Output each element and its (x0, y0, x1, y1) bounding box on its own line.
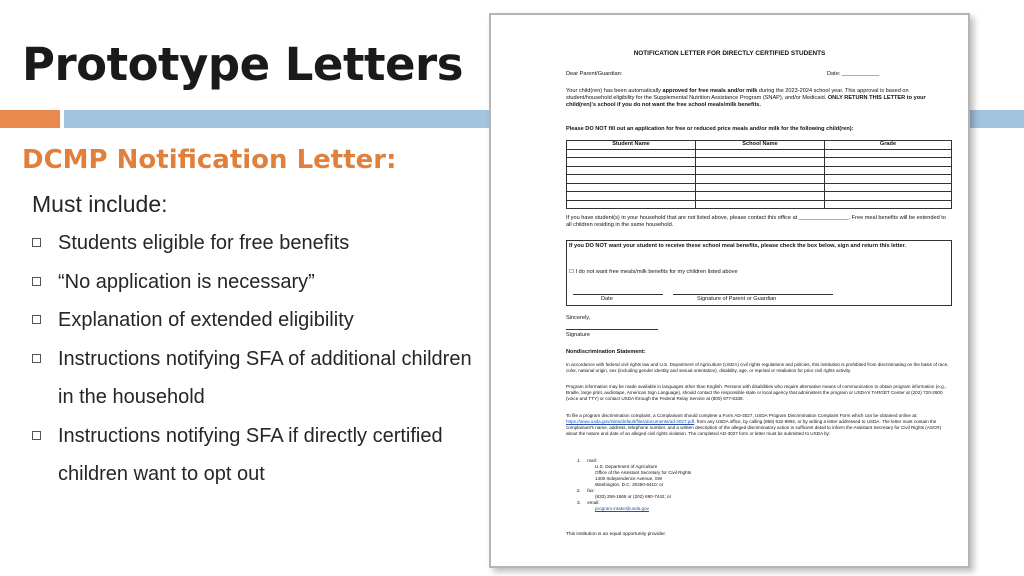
table-cell (567, 183, 696, 192)
opt-out-checkbox: ☐ I do not want free meals/milk benefits for my children listed above (569, 269, 738, 275)
opt-out-box (566, 240, 952, 306)
table-row (567, 183, 952, 192)
square-bullet-icon (32, 277, 41, 286)
date-line (573, 294, 663, 295)
intro-text-2: during the 2023-2024 school year. This approval is based on student/household eligibility for the Supplemental Nutrition Assistance Program (SNAP), and/or Medicaid. (566, 88, 909, 101)
intro-bold-text-2: ONLY RETURN THIS LETTER to your child(ren)'s school if you do not want the free school meals/milk benefits. (566, 95, 926, 108)
opt-out-heading: If you DO NOT want your student to receive these school meal benefits, please check the box below, sign and return this letter. (569, 243, 907, 249)
letter-salutation: Dear Parent/Guardian: (566, 71, 623, 77)
student-table (566, 140, 952, 209)
letter-sincerely: Sincerely, (566, 315, 591, 321)
requirements-list (32, 224, 472, 494)
table-cell (567, 175, 696, 184)
table-cell (567, 192, 696, 201)
method-label: email: (587, 500, 600, 505)
orange-accent-bar (0, 110, 60, 128)
square-bullet-icon (32, 238, 41, 247)
list-item (32, 263, 472, 302)
list-item (32, 301, 472, 340)
nondiscrimination-paragraph-2: Program information may be made available in languages other than English. Persons with disabilities who require alternative means of communication to obtain program information (e.g., Braille, large print, audiotape, American Sign Language), should contact the responsible state or local agency that administers the program or USDA's TARGET Center at (202) 720-2600 (voice and TTY) or contact USDA through the Federal Relay Service at (800) 877-8339. (566, 384, 947, 401)
must-include-label: Must include: (32, 191, 168, 217)
table-cell (825, 183, 952, 192)
table-cell (825, 149, 952, 158)
nondiscrimination-paragraph-3 (566, 413, 952, 437)
table-cell (825, 166, 952, 175)
submission-methods (577, 458, 691, 512)
list-item-text: Students eligible for free benefits (58, 232, 350, 254)
table-cell (567, 166, 696, 175)
list-item (32, 224, 472, 263)
method-label: fax: (587, 488, 595, 493)
nondiscrimination-paragraph-1: In accordance with federal civil rights law and U.S. Department of Agriculture (USDA) civil rights regulations and policies, this institution is prohibited from discriminating on the basis of race, color, national origin, sex (including gender identity and sexual orientation), disability, age, or reprisal or retaliation for prior civil rights activity. (566, 362, 949, 373)
signature-caption: Signature of Parent or Guardian (697, 296, 777, 302)
square-bullet-icon (32, 431, 41, 440)
nondiscrimination-heading: Nondiscrimination Statement: (566, 349, 646, 355)
signature-line (673, 294, 833, 295)
table-header-school-name: School Name (696, 141, 825, 150)
table-cell (567, 200, 696, 209)
intro-bold-text: approved for free meals and/or milk (662, 88, 758, 94)
table-cell (696, 200, 825, 209)
table-row (567, 166, 952, 175)
letter-signature: Signature (566, 332, 590, 338)
complaint-form-link[interactable]: https://www.usda.gov/sites/default/files/documents/ad-3027.pdf (566, 419, 695, 424)
complaint-text-2: , from any USDA office, by calling (866) 632-9992, or by writing a letter addressed to USDA. The letter must contain the complainant's name, address, telephone number, and a written description of the alleged discriminatory action in sufficient detail to inform the Assistant Secretary for Civil Rights (ASCR) about the nature and date of an alleged civil rights violation. The completed AD-3027 form or letter must be submitted to USDA by: (566, 419, 942, 436)
equal-opportunity-statement: This institution is an equal opportunity provider. (566, 532, 666, 537)
table-cell (567, 158, 696, 167)
table-cell (825, 175, 952, 184)
complaint-text: To file a program discrimination complaint, a Complainant should complete a Form AD-3027, USDA Program Discrimination Complaint Form which can be obtained online at: (566, 413, 918, 418)
table-row (567, 200, 952, 209)
list-item-text: Explanation of extended eligibility (58, 309, 354, 331)
table-cell (567, 149, 696, 158)
list-item-text: Instructions notifying SFA of additional children in the household (58, 347, 472, 408)
square-bullet-icon (32, 354, 41, 363)
table-cell (696, 192, 825, 201)
fax-line: (833) 256-1665 or (202) 690-7442; or (595, 494, 672, 499)
method-number: 1. (577, 458, 581, 463)
slide-title: Prototype Letters (22, 38, 463, 91)
method-label: mail: (587, 458, 597, 463)
table-header-grade: Grade (825, 141, 952, 150)
table-row (567, 192, 952, 201)
table-cell (696, 166, 825, 175)
list-item (32, 340, 472, 417)
notification-letter-image (489, 13, 970, 568)
letter-date-field: Date: ____________ (827, 71, 880, 77)
mail-line: 1400 Independence Avenue, SW (595, 476, 663, 481)
table-row (567, 158, 952, 167)
table-cell (825, 200, 952, 209)
sincerely-signature-line (566, 329, 658, 330)
mail-line: Washington, D.C. 20250-9410; or (595, 482, 664, 487)
method-number: 3. (577, 500, 581, 505)
table-cell (825, 192, 952, 201)
table-cell (696, 175, 825, 184)
date-caption: Date (601, 296, 613, 302)
letter-heading: NOTIFICATION LETTER FOR DIRECTLY CERTIFIED STUDENTS (633, 50, 826, 57)
table-header-row (567, 141, 952, 150)
letter-do-not-fill: Please DO NOT fill out an application for free or reduced price meals and/or milk for the following child(ren): (566, 126, 854, 132)
slide-subtitle: DCMP Notification Letter: (22, 145, 397, 175)
mail-line: Office of the Assistant Secretary for Civil Rights (595, 470, 692, 475)
table-cell (696, 158, 825, 167)
table-row (567, 175, 952, 184)
table-row (567, 149, 952, 158)
email-link[interactable]: program.intake@usda.gov (595, 506, 649, 511)
method-number: 2. (577, 488, 581, 493)
square-bullet-icon (32, 315, 41, 324)
letter-intro (566, 88, 952, 109)
list-item (32, 417, 472, 494)
letter-not-listed: If you have student(s) in your household that are not listed above, please contact this office at ________________. Free meal benefits will be extended to all children residing in the same household. (566, 215, 946, 228)
list-item-text: Instructions notifying SFA if directly certified children want to opt out (58, 424, 443, 485)
table-cell (696, 149, 825, 158)
table-cell (825, 158, 952, 167)
letter-page (491, 15, 968, 566)
mail-line: U.S. Department of Agriculture (595, 464, 658, 469)
intro-text: Your child(ren) has been automatically (566, 88, 663, 94)
table-header-student-name: Student Name (567, 141, 696, 150)
table-cell (696, 183, 825, 192)
list-item-text: “No application is necessary” (58, 270, 315, 293)
